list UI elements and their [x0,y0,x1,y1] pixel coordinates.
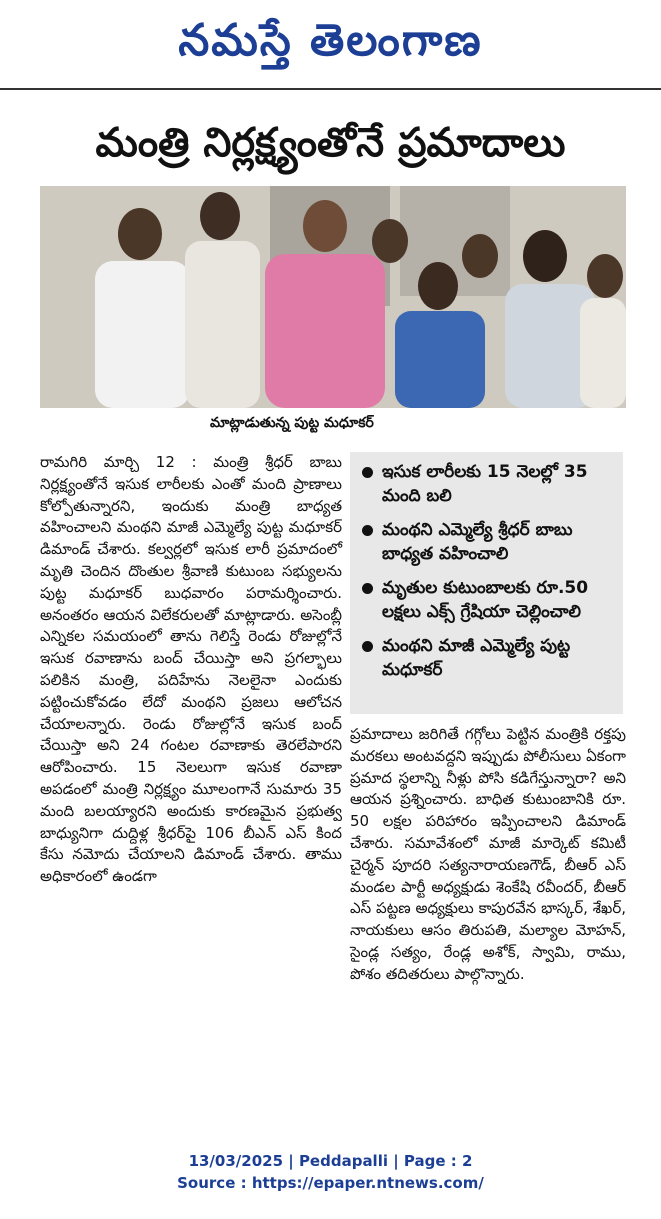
article-column-left: రామగిరి మార్చి 12 : మంత్రి శ్రీధర్ బాబు నిర్లక్ష్యంతోనే ఇసుక లారీలకు ఎంతో మంది ప్రాణాలు కోల్పోతున్నారని, ఇందుకు మంత్రి బాధ్యత వహించాలని మంథని మాజీ ఎమ్మెల్యే పుట్ట మధూకర్ డిమాండ్ చేశారు. కల్వర్లలో ఇసుక లారీ ప్రమాదంలో మృతి చెందిన దొంతుల శ్రీవాణి కుటుంబ సభ్యులను పుట్ట మధూకర్ బుధవారం పరామర్శించారు. అనంతరం ఆయన విలేకరులతో మాట్లాడారు. అసెంబ్లీ ఎన్నికల సమయంలో తాను గెలిస్తే రెండు రోజుల్లోనే ఇసుక రవాణాను బంద్ చేయిస్తా అని ప్రగల్భాలు పలికిన మంత్రి, పదిహేను నెలలైనా ఎందుకు పట్టించుకోవడం లేదో మంథని ప్రజలు ఆలోచన చేయాలన్నారు. రెండు రోజుల్లోనే ఇసుక బంద్ చేయిస్తా అని 24 గంటల రవాణాకు తెరలేపారని ఆరోపించారు. 15 నెలలుగా ఇసుక రవాణా అపడంలో మంత్రి నిర్లక్ష్యం మూలంగానే సుమారు 35 మంది బలయ్యారని అందుకు కారణమైన ప్రభుత్వ బాధ్యునిగా దుద్దిళ్ల శ్రీధర్‌పై 106 బీఎన్ ఎస్ కింద కేసు నమోదు చేయాలని డిమాండ్ చేశారు. తాము అధికారంలో ఉండగా [40,453,342,886]
bullet-icon [362,467,373,478]
masthead-divider [0,88,661,90]
highlight-item [362,518,613,566]
source-link[interactable]: Source : https://epaper.ntnews.com/ [177,1174,484,1192]
bullet-icon [362,525,373,536]
bullet-icon [362,641,373,652]
article-column-right: ప్రమాదాలు జరిగితే గగ్గోలు పెట్టిన మంత్రికి రక్తపు మరకలు అంటవద్దని ఇప్పుడు పోలీసులు ఏకంగా ప్రమాద స్థలాన్ని నీళ్లు పోసి కడిగేస్తున్నారా? అని ఆయన ప్రశ్నించారు. బాధిత కుటుంబానికి రూ. 50 లక్షల పరిహారం ఇప్పించాలని డిమాండ్ చేశారు. సమావేశంలో మాజీ మార్కెట్ కమిటీ చైర్మన్ పూదరి సత్యనారాయణగౌడ్, బీఆర్ ఎస్ మండల పార్టీ అధ్యక్షుడు శెంకేషి రవీందర్, బీఆర్ ఎస్ పట్టణ అధ్యక్షులు కాపురవేన భాస్కర్, శేఖర్, నాయకులు ఆసం తిరుపతి, మల్యాల మోహన్, సైండ్ల సత్యం, రేండ్ల అశోక్, స్వామి, రాము, పోశం తదితరులు పాల్గొన్నారు. [350,725,626,983]
highlight-text: మృతుల కుటుంబాలకు రూ.50 లక్షలు ఎక్స్ గ్రేషియా చెల్లించాలి [382,578,589,622]
bullet-icon [362,583,373,594]
highlight-item [362,634,613,682]
photo-caption: మాట్లాడుతున్న పుట్ట మధూకర్ [210,415,374,431]
highlight-item [362,460,613,508]
highlight-text: ఇసుక లారీలకు 15 నెలల్లో 35 మంది బలి [382,462,588,506]
newspaper-masthead: నమస్తే తెలంగాణ [178,15,483,66]
page-footer [0,1150,661,1202]
group-of-people-photo [40,186,626,408]
highlights-box [350,452,623,714]
edition-info: 13/03/2025 | Peddapalli | Page : 2 [188,1152,473,1170]
highlight-text: మంథని ఎమ్మెల్యే శ్రీధర్ బాబు బాధ్యత వహించాలి [382,520,573,564]
highlight-text: మంథని మాజీ ఎమ్మెల్యే పుట్ట మధూకర్ [382,636,571,680]
news-photo [40,186,626,408]
article-headline: మంత్రి నిర్లక్ష్యంతోనే ప్రమాదాలు [95,120,566,166]
highlight-item [362,576,613,624]
